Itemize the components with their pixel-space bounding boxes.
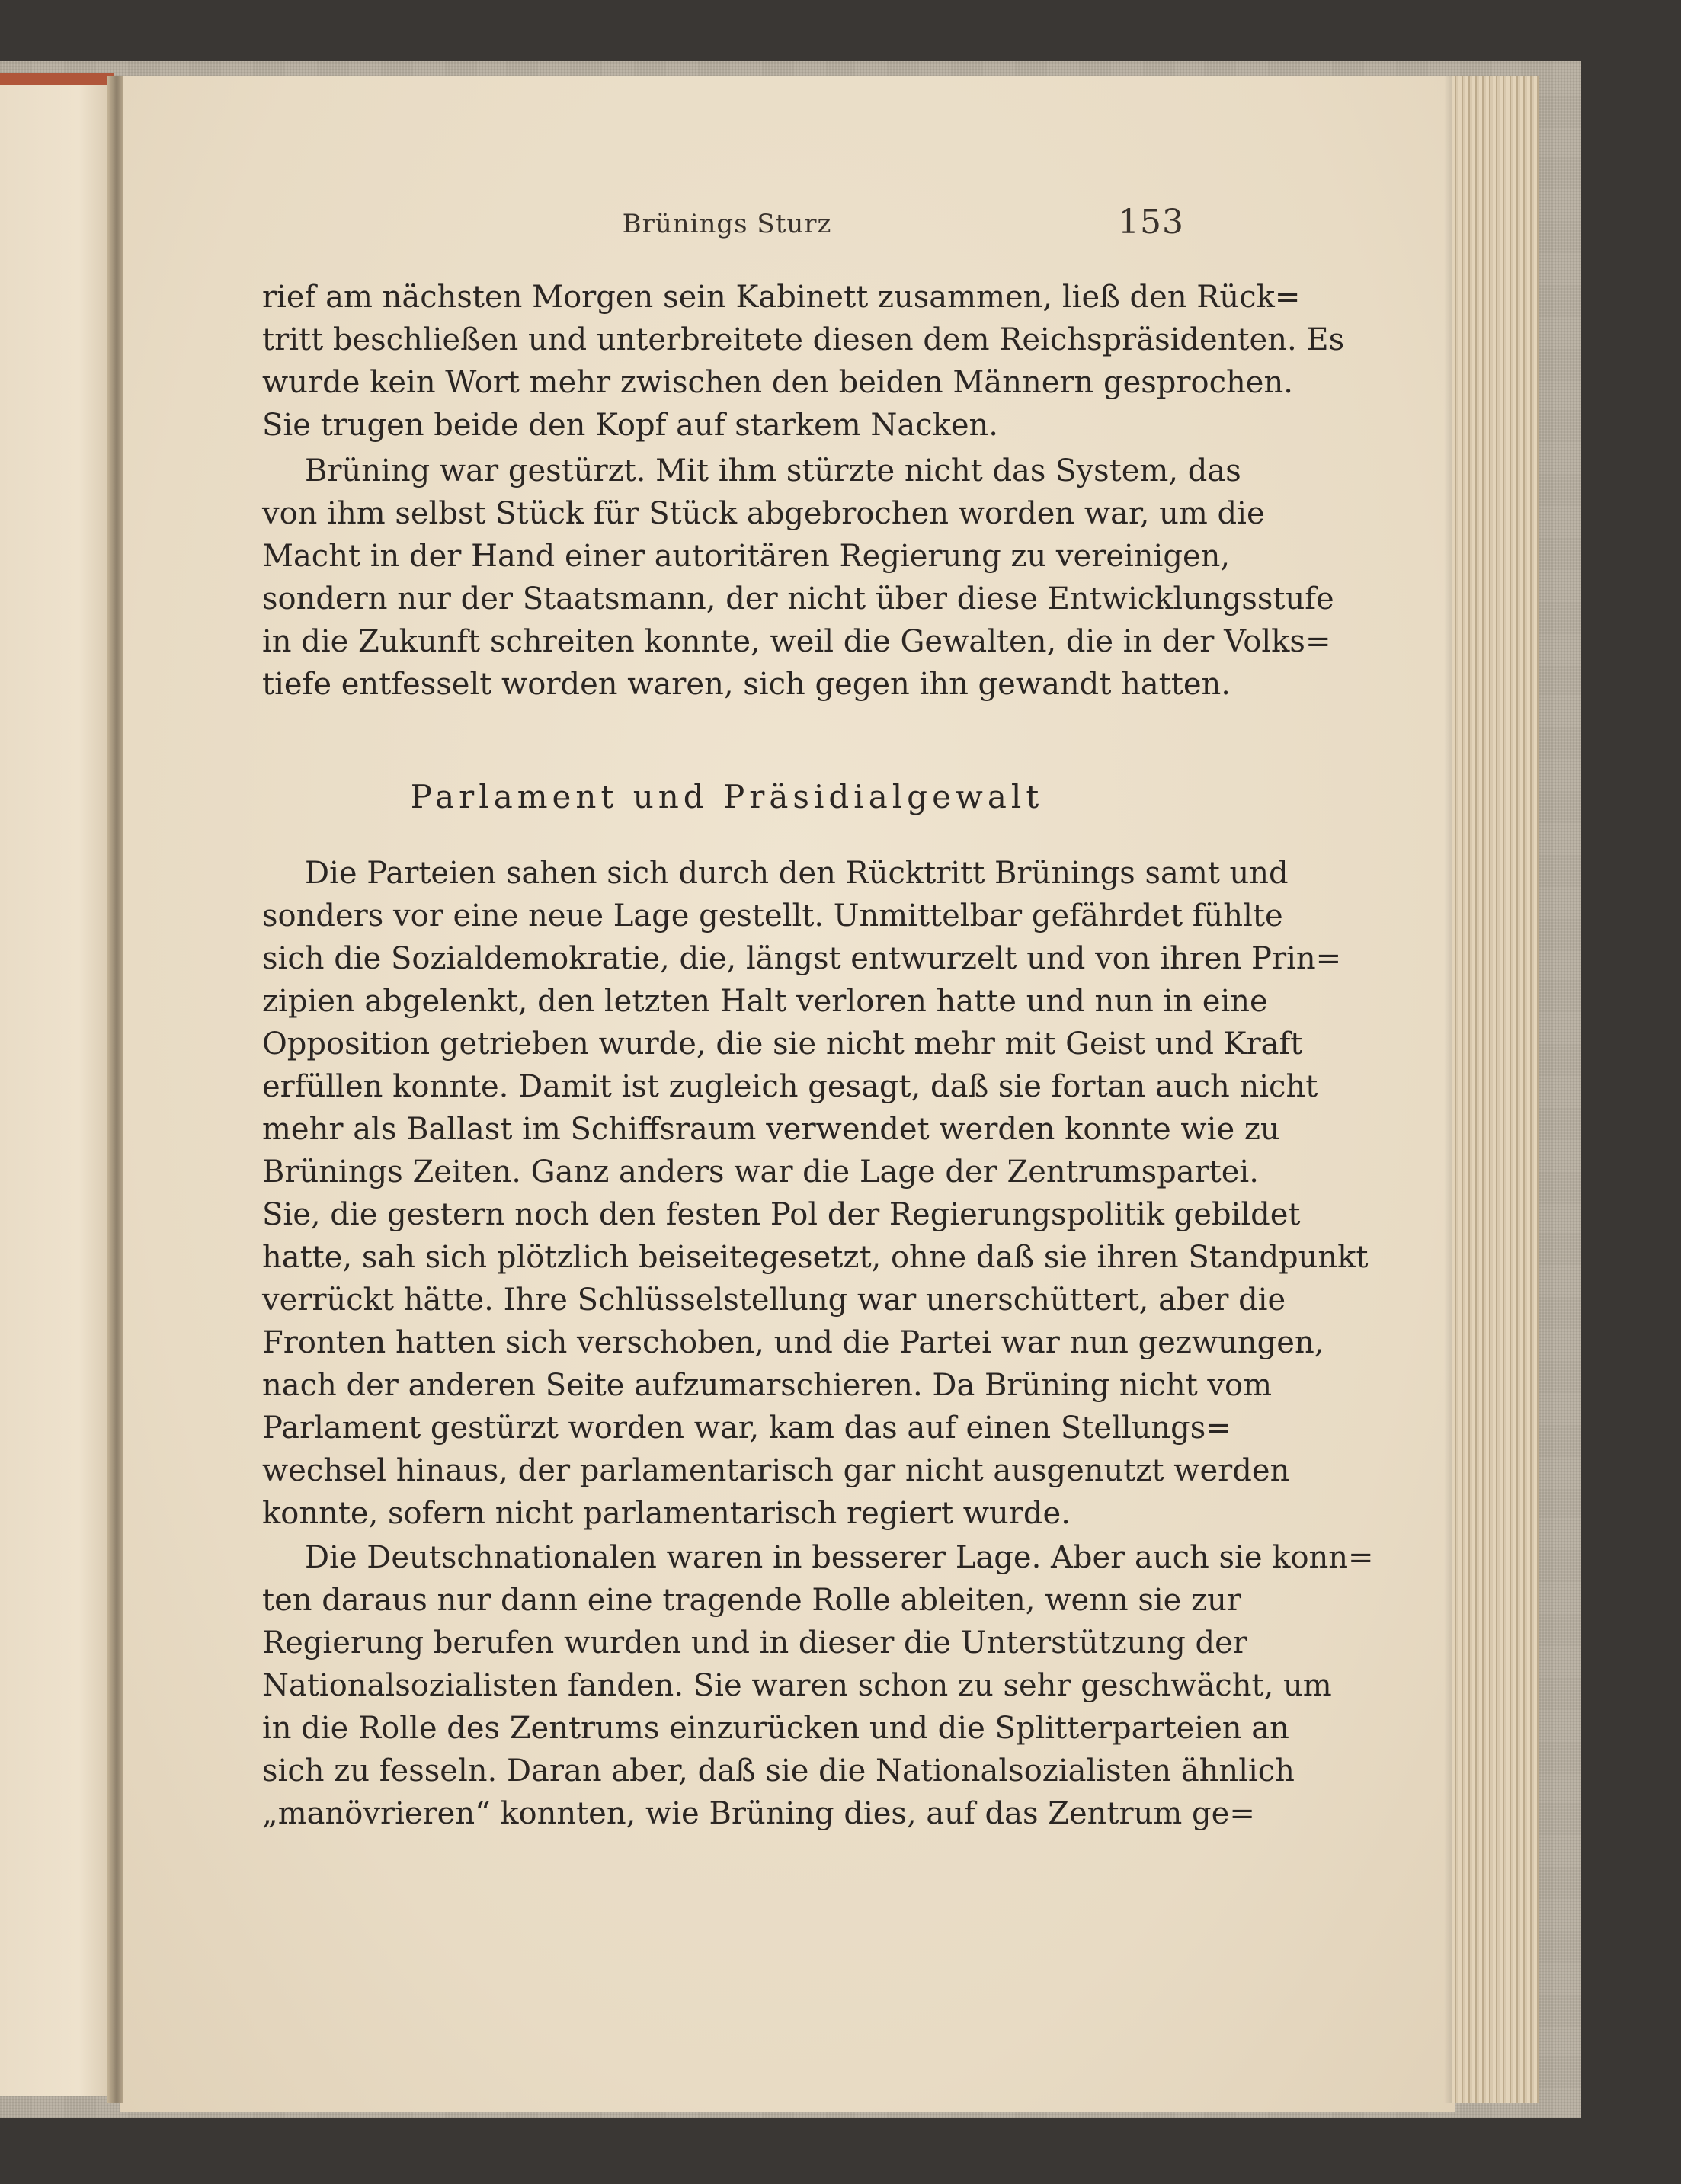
text-line: wechsel hinaus, der parlamentarisch gar nicht ausgenutzt werden	[262, 1453, 1290, 1488]
text-line: verrückt hätte. Ihre Schlüsselstellung war unerschüttert, aber die	[262, 1283, 1286, 1318]
text-line: Sie trugen beide den Kopf auf starkem Nacken.	[262, 408, 999, 443]
text-line: hatte, sah sich plötzlich beiseitegesetzt, ohne daß sie ihren Standpunkt	[262, 1240, 1369, 1275]
text-line: Sie, die gestern noch den festen Pol der Regierungspolitik gebildet	[262, 1197, 1301, 1232]
left-page	[0, 84, 113, 2096]
text-line: Die Deutschnationalen waren in besserer Lage. Aber auch sie konn=	[305, 1540, 1374, 1575]
text-line: sonders vor eine neue Lage gestellt. Unmittelbar gefährdet fühlte	[262, 898, 1283, 933]
text-line: Regierung berufen wurden und in dieser die Unterstützung der	[262, 1625, 1247, 1660]
text-line: sondern nur der Staatsmann, der nicht über diese Entwicklungsstufe	[262, 581, 1334, 616]
text-line: Opposition getrieben wurde, die sie nicht mehr mit Geist und Kraft	[262, 1026, 1303, 1062]
text-line: mehr als Ballast im Schiffsraum verwendet werden konnte wie zu	[262, 1112, 1280, 1147]
text-line: in die Zukunft schreiten konnte, weil die Gewalten, die in der Volks=	[262, 624, 1331, 659]
text-line: sich die Sozialdemokratie, die, längst entwurzelt und von ihren Prin=	[262, 941, 1342, 976]
text-line: Parlament gestürzt worden war, kam das auf einen Stellungs=	[262, 1411, 1231, 1446]
text-line: konnte, sofern nicht parlamentarisch regiert wurde.	[262, 1496, 1071, 1531]
text-line: nach der anderen Seite aufzumarschieren. Da Brüning nicht vom	[262, 1368, 1273, 1403]
running-head: Brünings Sturz	[622, 209, 832, 239]
text-line: „manövrieren“ konnten, wie Brüning dies, auf das Zentrum ge=	[262, 1796, 1255, 1831]
page-number: 153	[1118, 203, 1184, 242]
book-gutter	[107, 76, 123, 2103]
text-line: Nationalsozialisten fanden. Sie waren schon zu sehr geschwächt, um	[262, 1668, 1332, 1703]
section-heading: Parlament und Präsidialgewalt	[410, 778, 1044, 815]
text-line: Macht in der Hand einer autoritären Regierung zu vereinigen,	[262, 539, 1231, 574]
text-line: Die Parteien sahen sich durch den Rücktritt Brünings samt und	[305, 856, 1289, 891]
text-line: ten daraus nur dann eine tragende Rolle ableiten, wenn sie zur	[262, 1583, 1242, 1618]
text-line: in die Rolle des Zentrums einzurücken und die Splitterparteien an	[262, 1711, 1289, 1746]
page-header	[262, 203, 1192, 248]
text-line: Fronten hatten sich verschoben, und die Partei war nun gezwungen,	[262, 1325, 1324, 1360]
text-line: Brünings Zeiten. Ganz anders war die Lage der Zentrumspartei.	[262, 1154, 1259, 1190]
text-line: zipien abgelenkt, den letzten Halt verloren hatte und nun in eine	[262, 984, 1268, 1019]
text-line: rief am nächsten Morgen sein Kabinett zusammen, ließ den Rück=	[262, 280, 1301, 315]
text-line: wurde kein Wort mehr zwischen den beiden Männern gesprochen.	[262, 365, 1293, 400]
text-line: von ihm selbst Stück für Stück abgebrochen worden war, um die	[262, 496, 1265, 531]
text-line: tritt beschließen und unterbreitete diesen dem Reichspräsidenten. Es	[262, 322, 1345, 357]
text-line: tiefe entfesselt worden waren, sich gegen ihn gewandt hatten.	[262, 667, 1231, 702]
text-line: sich zu fesseln. Daran aber, daß sie die Nationalsozialisten ähnlich	[262, 1753, 1295, 1789]
text-line: erfüllen konnte. Damit ist zugleich gesagt, daß sie fortan auch nicht	[262, 1069, 1318, 1104]
text-line: Brüning war gestürzt. Mit ihm stürzte nicht das System, das	[305, 453, 1241, 488]
page-stack	[1452, 76, 1539, 2103]
left-page-edge	[0, 73, 114, 85]
